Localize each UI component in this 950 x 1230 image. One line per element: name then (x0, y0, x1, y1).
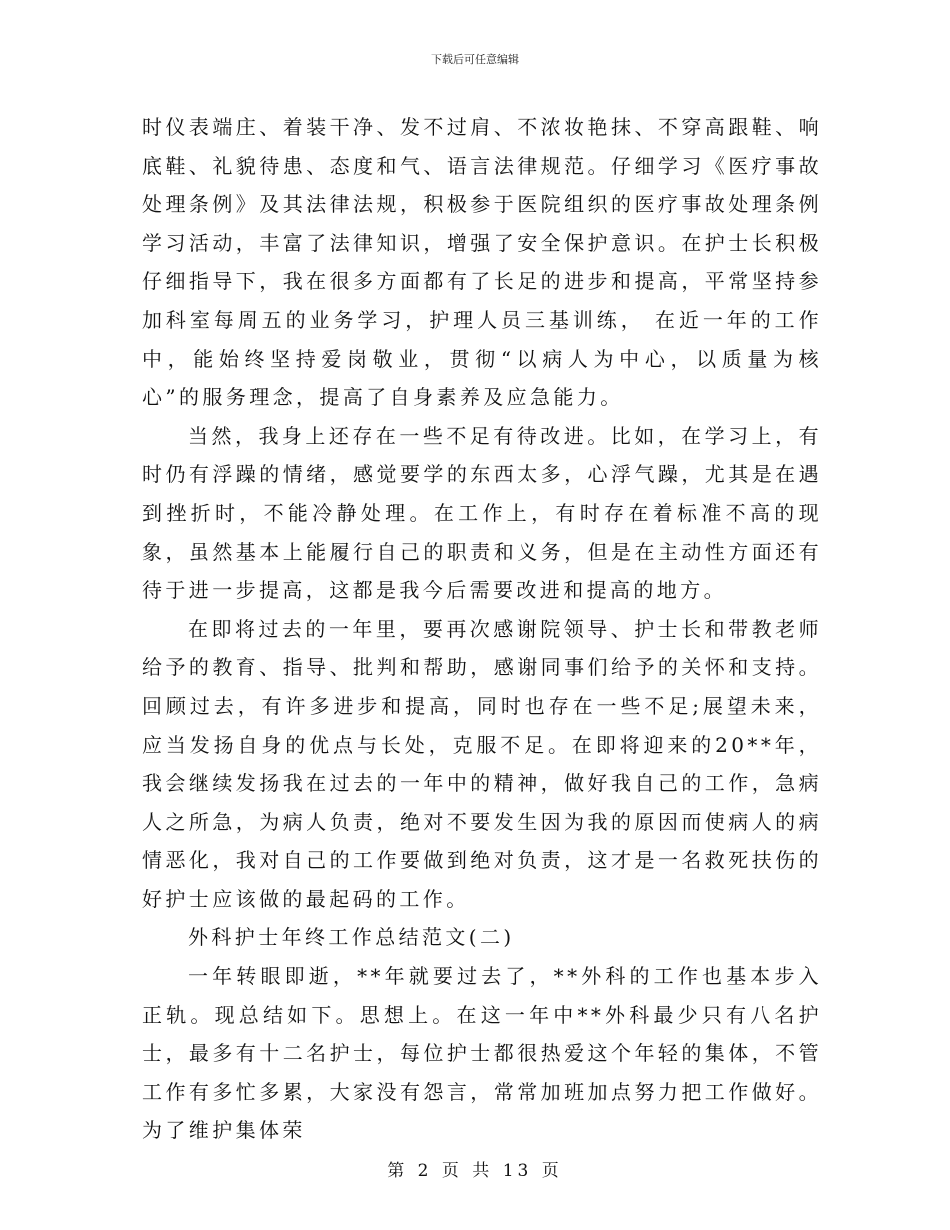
paragraph-gratitude: 在即将过去的一年里，要再次感谢院领导、护士长和带教老师给予的教育、指导、批判和帮助，感谢同事们给予的关怀和支持。回顾过去，有许多进步和提高，同时也存在一些不足;展望未来，应当发扬自身的优点与长处，克服不足。在即将迎来的20**年，我会继续发扬我在过去的一年中的精神，做好我自己的工作，急病人之所急，为病人负责，绝对不要发生因为我的原因而使病人的病情恶化，我对自己的工作要做到绝对负责，这才是一名救死扶伤的好护士应该做的最起码的工作。 (142, 616, 822, 911)
paragraph-summary: 一年转眼即逝，**年就要过去了，**外科的工作也基本步入正轨。现总结如下。思想上。在这一年中**外科最少只有八名护士，最多有十二名护士，每位护士都很热爱这个年轻的集体，不管工作有多忙多累，大家没有怨言，常常加班加点努力把工作做好。为了维护集体荣 (142, 964, 822, 1143)
section-title: 外科护士年终工作总结范文(二) (188, 925, 515, 950)
paragraph-shortcomings: 当然，我身上还存在一些不足有待改进。比如，在学习上，有时仍有浮躁的情绪，感觉要学的东西太多，心浮气躁，尤其是在遇到挫折时，不能冷静处理。在工作上，有时存在着标准不高的现象，虽然基本上能履行自己的职责和义务，但是在主动性方面还有待于进一步提高，这都是我今后需要改进和提高的地方。 (142, 423, 822, 603)
document-body (142, 108, 822, 1150)
paragraph-continuation: 时仪表端庄、着装干净、发不过肩、不浓妆艳抹、不穿高跟鞋、响底鞋、礼貌待患、态度和气、语言法律规范。仔细学习《医疗事故处理条例》及其法律法规，积极参于医院组织的医疗事故处理条例学习活动，丰富了法律知识，增强了安全保护意识。在护士长积极仔细指导下，我在很多方面都有了长足的进步和提高，平常坚持参加科室每周五的业务学习，护理人员三基训练， 在近一年的工作中，能始终坚持爱岗敬业，贯彻“以病人为中心，以质量为核心”的服务理念，提高了自身素养及应急能力。 (142, 115, 822, 410)
page-header: 下载后可任意编辑 (431, 53, 519, 66)
page-number: 第 2 页 共 13 页 (387, 1161, 563, 1181)
